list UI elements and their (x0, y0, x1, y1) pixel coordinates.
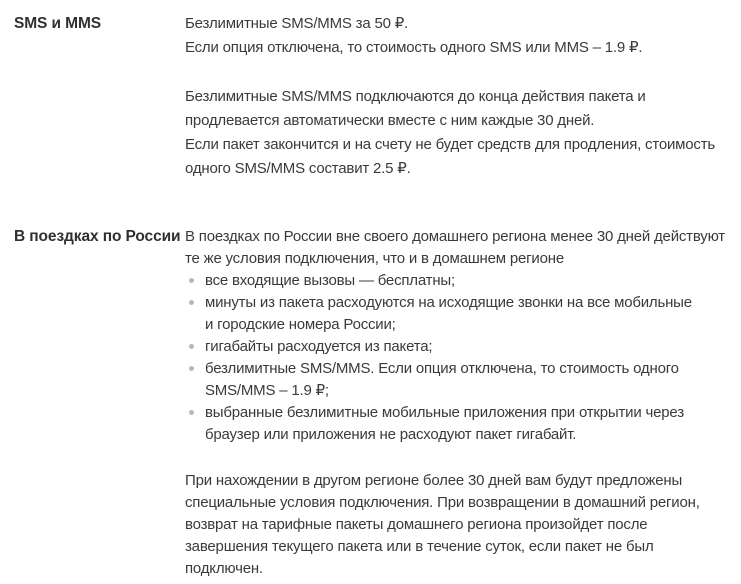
section-content (185, 12, 741, 181)
text-line: В поездках по России вне своего домашнего региона менее 30 дней действуют (185, 228, 725, 245)
list-item (185, 402, 741, 446)
text-line: продлевается автоматически вместе с ним каждые 30 дней. (185, 112, 595, 129)
bullet-icon (189, 366, 194, 371)
text-line: возврат на тарифные пакеты домашнего региона произойдет после (185, 516, 648, 533)
text-line: Безлимитные SMS/MMS подключаются до конца действия пакета и (185, 88, 646, 105)
paragraph (185, 85, 741, 181)
section-label: В поездках по России (14, 228, 181, 245)
text-line: Если опция отключена, то стоимость одного SMS или MMS – 1.9 ₽. (185, 39, 643, 56)
text-line: гигабайты расходуется из пакета; (205, 338, 433, 355)
text-line: завершения текущего пакета или в течение суток, если пакет не был (185, 538, 654, 555)
bullet-list (185, 270, 741, 446)
text-line: безлимитные SMS/MMS. Если опция отключена, то стоимость одного (205, 360, 679, 377)
bullet-icon (189, 410, 194, 415)
section-sms-and-mms (14, 12, 741, 181)
text-line: подключен. (185, 560, 263, 577)
paragraph (185, 470, 741, 580)
text-line: Если пакет закончится и на счету не будет средств для продления, стоимость (185, 136, 716, 153)
bullet-icon (189, 300, 194, 305)
bullet-icon (189, 278, 194, 283)
text-line: SMS/MMS – 1.9 ₽; (205, 382, 329, 399)
list-item (185, 292, 741, 336)
paragraph-gap (185, 446, 741, 470)
text-line: При нахождении в другом регионе более 30 дней вам будут предложены (185, 472, 683, 489)
list-item (185, 358, 741, 402)
list-item (185, 336, 741, 358)
section-label: SMS и MMS (14, 15, 101, 32)
paragraph (185, 12, 741, 60)
text-line: браузер или приложения не расходуют пакет гигабайт. (205, 426, 577, 443)
text-line: Безлимитные SMS/MMS за 50 ₽. (185, 15, 409, 32)
text-line: те же условия подключения, что и в домашнем регионе (185, 250, 564, 267)
text-line: и городские номера России; (205, 316, 396, 333)
text-line: минуты из пакета расходуются на исходящие звонки на все мобильные (205, 294, 692, 311)
section-travel-in-russia (14, 226, 741, 580)
text-line: выбранные безлимитные мобильные приложения при открытии через (205, 404, 684, 421)
bullet-icon (189, 344, 194, 349)
paragraph (185, 226, 741, 270)
paragraph-gap (185, 60, 741, 85)
text-line: все входящие вызовы — бесплатны; (205, 272, 455, 289)
list-item (185, 270, 741, 292)
section-content (185, 226, 741, 580)
text-line: специальные условия подключения. При возвращении в домашний регион, (185, 494, 700, 511)
text-line: одного SMS/MMS составит 2.5 ₽. (185, 160, 411, 177)
